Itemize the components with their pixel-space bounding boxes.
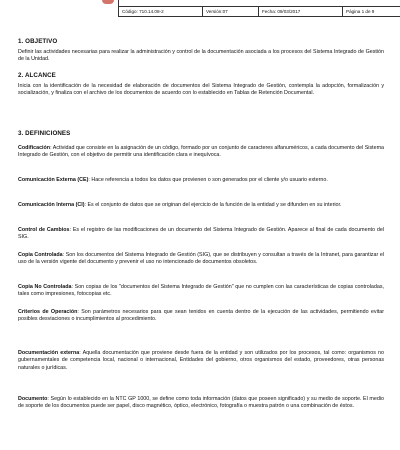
definition-item bbox=[18, 309, 384, 324]
definition-text: : Actividad que consiste en la asignación de un código, formado por un conjunto de caracteres alfanuméricos, a cada documento del Sistema Integrado de Gestión, con el objetivo de permitir una identificación clara e inequívoca. bbox=[18, 145, 384, 159]
definition-term: Control de Cambios bbox=[18, 227, 70, 233]
definition-item bbox=[18, 202, 384, 209]
definition-text: : Hace referencia a todos los datos que provienen o son generados por el cliente y/o usuario externo. bbox=[88, 177, 328, 183]
definition-term: Copia No Controlada bbox=[18, 284, 72, 290]
section-title: 2. ALCANCE bbox=[18, 72, 56, 79]
definition-text: : Aquella documentación que proviene desde fuera de la entidad y son utilizados por los procesos, tal como: organismos no gubernamentales de competencia local, nacional o internacional, Entidades del gobierno, otros organismos del estado, proveedores, otras personas naturales o jurídicas. bbox=[18, 350, 384, 371]
doc-date: Fecha: 09/03/2017 bbox=[259, 7, 343, 16]
definition-item bbox=[18, 177, 384, 184]
definition-text: : Es el registro de las modificaciones de un documento del Sistema Integrado de Gestión. Aparece al final de cada documento del SIG. bbox=[18, 227, 384, 241]
section-text: Definir las actividades necesarias para realizar la administración y control de la documentación asociada a los procesos del Sistema Integrado de Gestión de la Unidad. bbox=[18, 49, 384, 63]
definition-item bbox=[18, 252, 384, 267]
definition-term: Comunicación Interna (CI) bbox=[18, 202, 85, 208]
definition-text: : Es el conjunto de datos que se originan del ejercicio de la función de la entidad y se difunden en su interior. bbox=[84, 202, 342, 208]
definition-item bbox=[18, 284, 384, 299]
section-title: 1. OBJETIVO bbox=[18, 38, 58, 45]
section-definiciones bbox=[18, 130, 384, 137]
definition-text: : Son copias de los "documentos del Sistema Integrado de Gestión" que no cumplen con las características de copias controladas, tales como impresiones, fotocopias etc. bbox=[18, 284, 384, 298]
header-cells bbox=[119, 7, 400, 16]
doc-version: Versión:07 bbox=[203, 7, 259, 16]
definition-term: Documentación externa bbox=[18, 350, 80, 356]
logo-fragment bbox=[102, 0, 114, 4]
section-text: Inicia con la identificación de la necesidad de elaboración de documentos del Sistema Integrado de Gestión, contempla la adopción, formalización y socialización, y finaliza con el archivo de los documentos de acuerdo con lo establecido en Tablas de Retención Documental. bbox=[18, 83, 384, 97]
section-alcance bbox=[18, 72, 384, 98]
document-control-header bbox=[118, 0, 400, 17]
definition-term: Copia Controlada bbox=[18, 252, 63, 258]
definition-item bbox=[18, 145, 384, 160]
definition-text: : Según lo establecido en la NTC GP 1000, se define como toda información (datos que poseen significado) y su medio de soporte. El medio de soporte de los documentos puede ser papel, disco magnético, óptico, electrónico, fotografía o muestra patrón o una combinación de éstos. bbox=[18, 396, 384, 410]
definition-item bbox=[18, 227, 384, 242]
section-objetivo bbox=[18, 38, 384, 64]
definition-term: Criterios de Operación bbox=[18, 309, 78, 315]
definition-item bbox=[18, 396, 384, 411]
definition-term: Comunicación Externa (CE) bbox=[18, 177, 89, 183]
definition-term: Documento bbox=[18, 396, 48, 402]
header-top-row bbox=[119, 0, 400, 7]
definition-text: : Son parámetros necesarios para que sean tenidos en cuenta dentro de la ejecución de las actividades, permitiendo evitar posibles desviaciones o incumplimientos al procedimiento. bbox=[18, 309, 384, 323]
definition-text: : Son los documentos del Sistema Integrado de Gestión (SIG), que se distribuyen y consultan a través de la Intranet, para garantizar el uso de la versión vigente del documento y prevenir el uso no intencionado de documentos obsoletos. bbox=[18, 252, 384, 266]
definition-item bbox=[18, 350, 384, 372]
definition-term: Codificación bbox=[18, 145, 51, 151]
doc-code: Código: 710.14.08-2 bbox=[119, 7, 203, 16]
doc-page-number: Página 1 de 9 bbox=[346, 9, 375, 14]
section-title: 3. DEFINICIONES bbox=[18, 130, 71, 137]
